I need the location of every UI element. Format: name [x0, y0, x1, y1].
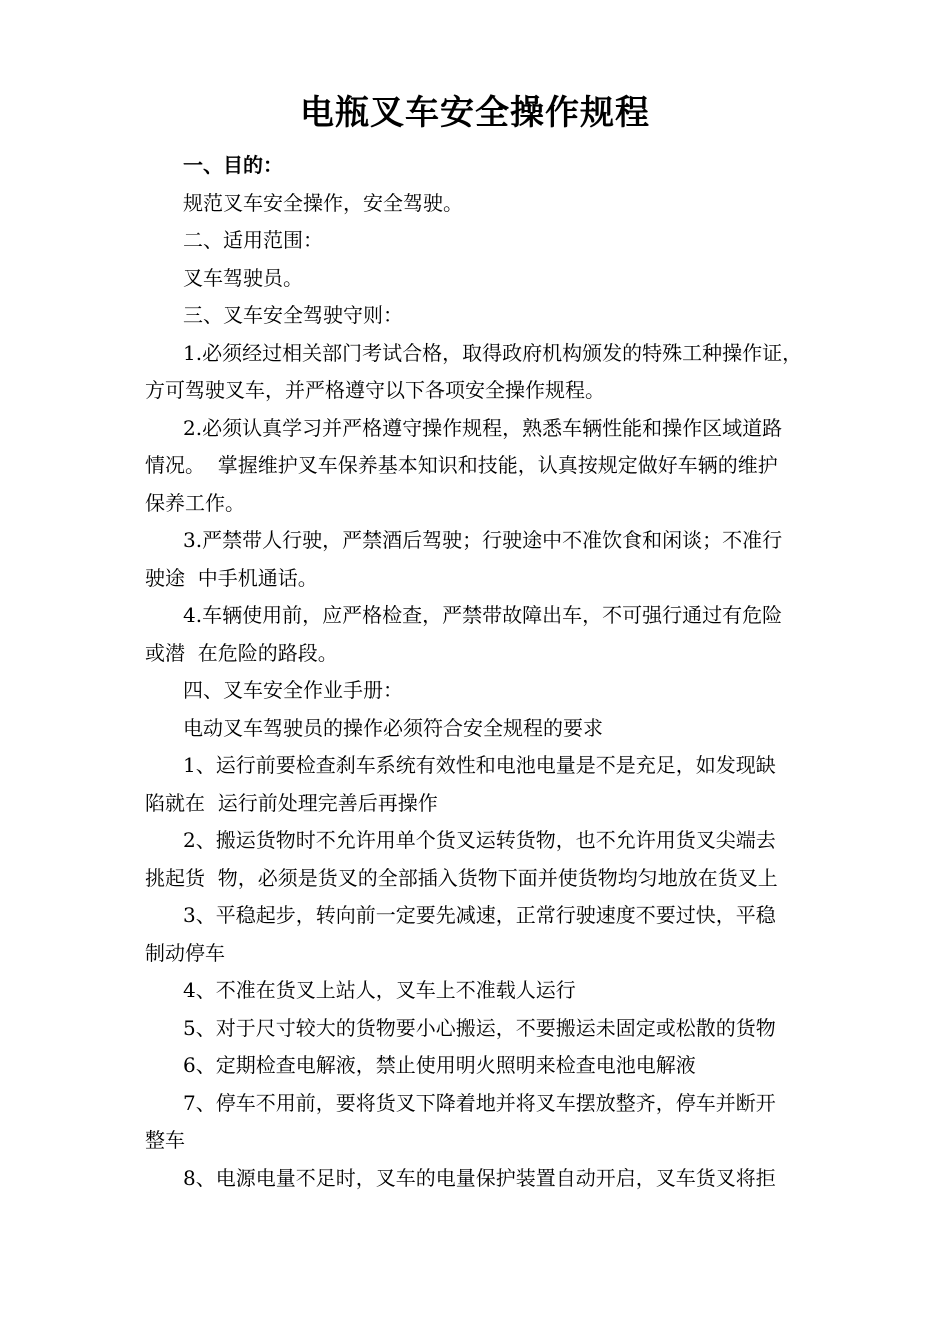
paragraph-line: 整车 [145, 1128, 185, 1152]
paragraph-line: 4、不准在货叉上站人，叉车上不准载人运行 [183, 978, 576, 1002]
paragraph-line: 3、平稳起步，转向前一定要先减速，正常行驶速度不要过快，平稳 [183, 903, 776, 927]
document-body [145, 147, 865, 1197]
paragraph-line: 电动叉车驾驶员的操作必须符合安全规程的要求 [183, 715, 603, 740]
section-heading-rules: 三、叉车安全驾驶守则： [183, 303, 403, 327]
paragraph-line: 情况。 掌握维护叉车保养基本知识和技能，认真按规定做好车辆的维护 [145, 453, 778, 477]
paragraph-line: 7、停车不用前，要将货叉下降着地并将叉车摆放整齐，停车并断开 [183, 1090, 776, 1115]
paragraph-line: 1、运行前要检查刹车系统有效性和电池电量是不是充足，如发现缺 [183, 753, 776, 777]
paragraph-line: 方可驾驶叉车，并严格遵守以下各项安全操作规程。 [145, 378, 605, 402]
paragraph-line: 1.必须经过相关部门考试合格，取得政府机构颁发的特殊工种操作证， [183, 340, 803, 365]
paragraph-line: 2.必须认真学习并严格遵守操作规程，熟悉车辆性能和操作区域道路 [183, 415, 783, 440]
paragraph-line: 或潜 在危险的路段。 [145, 640, 338, 665]
section-heading-manual: 四、叉车安全作业手册： [183, 678, 403, 702]
paragraph-line: 6、定期检查电解液，禁止使用明火照明来检查电池电解液 [183, 1053, 696, 1077]
section-heading-scope: 二、适用范围： [183, 228, 323, 252]
paragraph-line: 4.车辆使用前，应严格检查，严禁带故障出车，不可强行通过有危险 [183, 603, 783, 627]
paragraph-line: 2、搬运货物时不允许用单个货叉运转货物，也不允许用货叉尖端去 [183, 828, 776, 852]
paragraph-line: 陷就在 运行前处理完善后再操作 [145, 790, 438, 815]
paragraph-line: 5、对于尺寸较大的货物要小心搬运，不要搬运未固定或松散的货物 [183, 1015, 776, 1040]
section-heading-purpose: 一、目的： [183, 153, 283, 177]
paragraph-line: 挑起货 物，必须是货叉的全部插入货物下面并使货物均匀地放在货叉上 [145, 865, 778, 890]
paragraph-line: 8、电源电量不足时，叉车的电量保护装置自动开启，叉车货叉将拒 [183, 1165, 776, 1190]
paragraph-line: 驶途 中手机通话。 [145, 565, 318, 590]
paragraph-line: 3.严禁带人行驶，严禁酒后驾驶；行驶途中不准饮食和闲谈；不准行 [183, 528, 783, 552]
paragraph-line: 叉车驾驶员。 [183, 265, 303, 290]
paragraph-line: 规范叉车安全操作，安全驾驶。 [183, 190, 463, 215]
document-title: 电瓶叉车安全操作规程 [300, 93, 650, 133]
paragraph-line: 保养工作。 [145, 490, 245, 515]
paragraph-line: 制动停车 [145, 940, 225, 965]
